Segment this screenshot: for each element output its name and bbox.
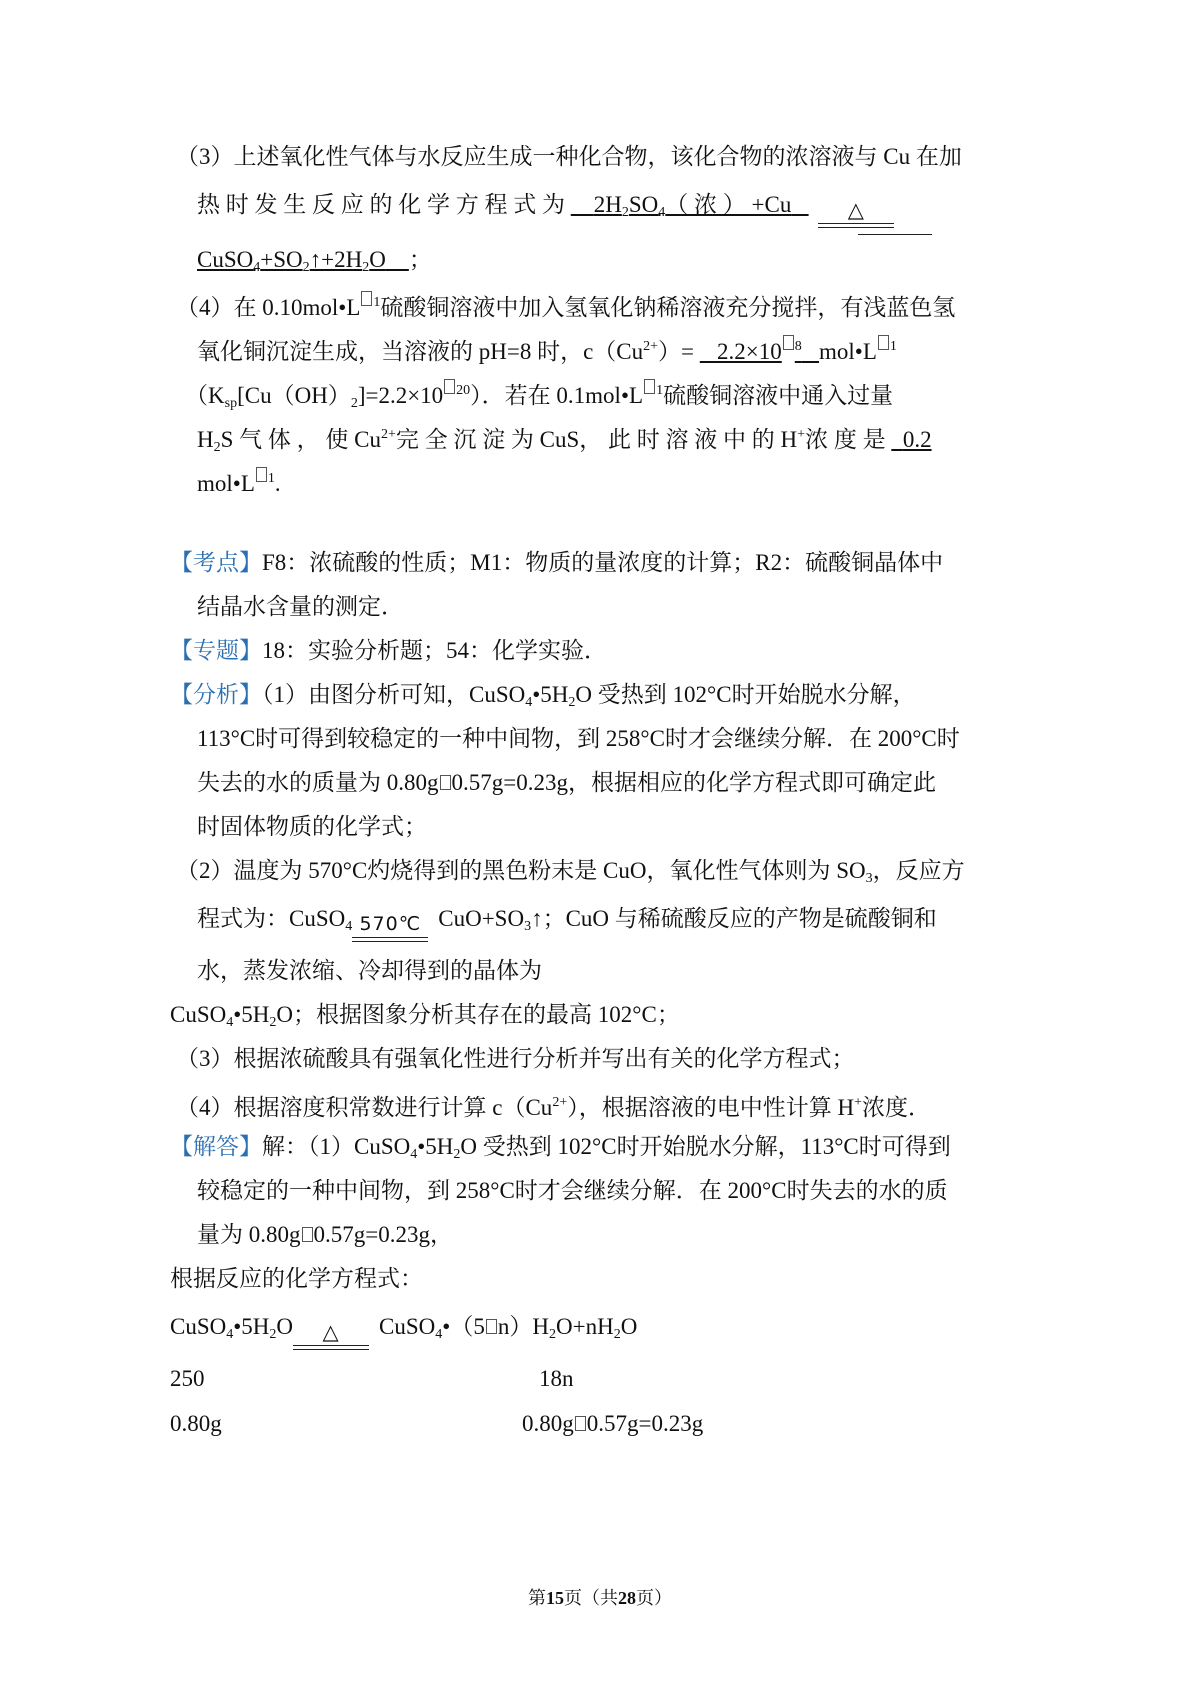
q4-answer-cu: 2.2×10 $^8$ [700,339,819,364]
q3-answer: $2H_2SO_4$（ 浓 ） +Cu [593,192,792,220]
kaodian-tag: 【考点】 [170,550,262,575]
q4-line-2: 氧化铜沉淀生成，当溶液的 pH=8 时，$c(Cu^{2+})=$ 2.2×10 $^8$ mol•L $^1$ [197,332,897,367]
q4-answer-h: 0.2 [902,427,932,452]
q4-line-1: （4）在 0.10mol•L $^1$硫酸铜溶液中加入氢氧化钠稀溶液充分搅拌，有浅蓝色氢 [176,288,955,323]
q3-line-2: 热 时 发 生 反 应 的 化 学 方 程 式 为 $2H_2SO_4$（ 浓 ） +Cu △ [197,190,894,228]
q4-line-5: mol•L $^1$. [197,464,281,499]
fenxi-line-6: 程式为：CuSO$_4$ 570℃ $CuO+SO_3↑$；CuO 与稀硫酸反应的产物是硫酸铜和 [197,904,937,942]
q3-line-3: $CuSO_4+SO_2↑+2H_2O$ ； [197,247,432,275]
total-pages: 28 [618,1588,636,1608]
fenxi-line-2: 113°C时可得到较稳定的一种中间物，到 258°C时才会继续分解．在 200°C时 [197,726,960,751]
zhuanti-tag: 【专题】 [170,638,262,663]
fenxi-line-7: 水，蒸发浓缩、冷却得到的晶体为 [197,958,542,983]
page-footer: 第15页（共28页） [528,1588,672,1608]
jieda-line-2: 较稳定的一种中间物，到 258°C时才会继续分解．在 200°C时失去的水的质 [197,1178,948,1203]
jieda-line-1: 【解答】解：$(1)CuSO_4•5H_2O$ 受热到 102°C时开始脱水分解，113°C时可得到 [170,1134,951,1162]
q4-line-4: $H_2S$ 气 体 ， 使 $Cu^{2+}$完 全 沉 淀 为 CuS， 此 时 溶 液 中 的 H+浓 度 是 0.2 [197,427,932,455]
ratio-row-1-right: 18n [539,1366,574,1391]
heating-condition-sign: △ [293,1323,369,1350]
fenxi-line-9: （3）根据浓硫酸具有强氧化性进行分析并写出有关的化学方程式； [176,1046,855,1071]
fenxi-tag: 【分析】 [170,682,262,707]
heating-condition-sign: △ [818,201,894,228]
answer-blank-line [858,234,932,235]
zhuanti-line: 【专题】18：实验分析题；54：化学实验． [170,638,607,663]
jieda-line-3: 量为 0.80g 0.57g=0.23g， [197,1222,453,1247]
q4-line-3: （$K_{sp}[Cu(OH)_2]=2.2\times 10$ $^{20}$）．若在 0.1mol•L $^1$硫酸铜溶液中通入过量 [185,376,893,419]
fenxi-line-4: 时固体物质的化学式； [197,814,427,839]
kaodian-line-1: 【考点】F8：浓硫酸的性质；M1：物质的量浓度的计算；R2：硫酸铜晶体中 [170,550,944,575]
fenxi-line-5: （2）温度为 570°C灼烧得到的黑色粉末是 CuO，氧化性气体则为 $SO_3$，反应方 [176,858,965,886]
kaodian-line-2: 结晶水含量的测定． [197,594,404,619]
jieda-line-4: 根据反应的化学方程式： [170,1266,423,1291]
fenxi-line-10: （4）根据溶度积常数进行计算 $c(Cu^{2+})$，根据溶液的电中性计算 H+浓度． [176,1095,931,1120]
570c-condition-sign: 570℃ [352,915,428,942]
reaction-equation: $CuSO_4•5H_2O$ △ CuSO$_4$•（5 $n)H_2O+nH_2O$ [170,1312,637,1350]
ratio-row-2-right: 0.80g 0.57g=0.23g [522,1411,704,1436]
fenxi-line-8: $CuSO_4•5H_2O$；根据图象分析其存在的最高 102°C； [170,1002,680,1030]
page-number: 15 [546,1588,564,1608]
ratio-row-2-left: 0.80g [170,1411,222,1436]
fenxi-line-3: 失去的水的质量为 0.80g 0.57g=0.23g，根据相应的化学方程式即可确定此 [197,770,936,795]
fenxi-line-1: 【分析】（1）由图分析可知，$CuSO_4•5H_2O$ 受热到 102°C时开始脱水分解， [170,682,916,710]
jieda-tag: 【解答】 [170,1134,262,1159]
ratio-row-1-left: 250 [170,1366,205,1391]
q3-line-1: （3）上述氧化性气体与水反应生成一种化合物，该化合物的浓溶液与 Cu 在加 [176,144,962,169]
